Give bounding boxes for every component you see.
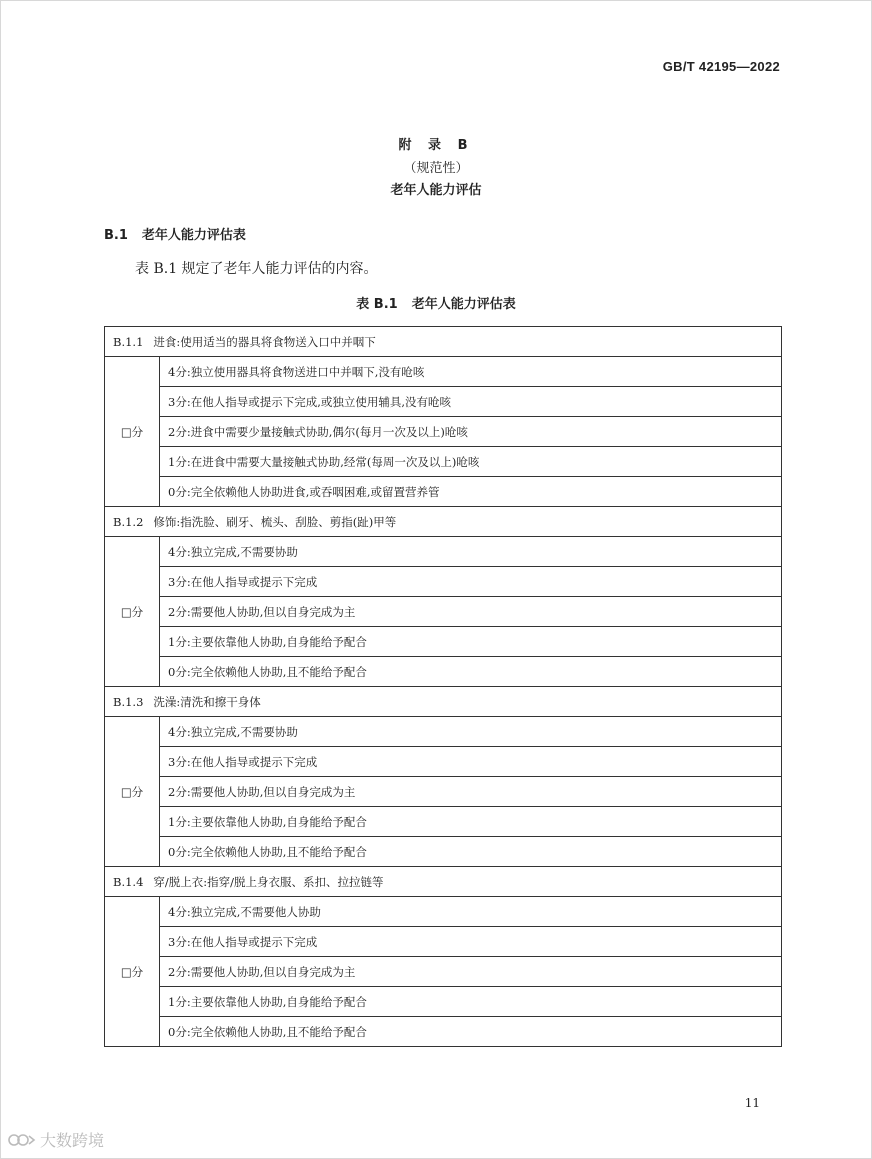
level-option: 0分:完全依赖他人协助,且不能给予配合 [160, 1017, 782, 1047]
item-header [105, 867, 782, 897]
level-row [105, 387, 782, 417]
level-option: 4分:独立完成,不需要协助 [160, 537, 782, 567]
level-row [105, 927, 782, 957]
level-option: 1分:主要依靠他人协助,自身能给予配合 [160, 627, 782, 657]
level-option: 4分:独立使用器具将食物送进口中并咽下,没有呛咳 [160, 357, 782, 387]
assessment-table [104, 326, 782, 1047]
item-header [105, 507, 782, 537]
level-row [105, 417, 782, 447]
section-heading [104, 224, 246, 243]
level-option: 2分:需要他人协助,但以自身完成为主 [160, 777, 782, 807]
level-row [105, 657, 782, 687]
level-row [105, 957, 782, 987]
level-row [105, 567, 782, 597]
item-code: B.1.4 [113, 874, 144, 889]
level-option: 2分:进食中需要少量接触式协助,偶尔(每月一次及以上)呛咳 [160, 417, 782, 447]
level-option: 4分:独立完成,不需要协助 [160, 717, 782, 747]
annex-type: （规范性） [403, 161, 469, 176]
item-title: 修饰:指洗脸、刷牙、梳头、刮脸、剪指(趾)甲等 [153, 514, 397, 529]
section-number: B.1 [104, 228, 128, 243]
level-row [105, 717, 782, 747]
page-number: 11 [744, 1096, 760, 1110]
item-header [105, 327, 782, 357]
item-header-row [105, 507, 782, 537]
score-field[interactable]: □分 [105, 897, 160, 1047]
item-code: B.1.3 [113, 694, 144, 709]
level-option: 4分:独立完成,不需要他人协助 [160, 897, 782, 927]
level-row [105, 1017, 782, 1047]
level-option: 2分:需要他人协助,但以自身完成为主 [160, 957, 782, 987]
level-row [105, 747, 782, 777]
item-code: B.1.1 [113, 334, 144, 349]
annex-title: 附 录 B [398, 138, 474, 153]
item-code: B.1.2 [113, 514, 144, 529]
item-title: 穿/脱上衣:指穿/脱上身衣服、系扣、拉拉链等 [153, 874, 384, 889]
watermark [8, 1128, 104, 1151]
item-header-row [105, 867, 782, 897]
item-title: 进食:使用适当的器具将食物送入口中并咽下 [153, 334, 376, 349]
table-caption-number: 表 B.1 [356, 297, 398, 312]
score-field[interactable]: □分 [105, 717, 160, 867]
table-caption-title: 老年人能力评估表 [411, 297, 516, 312]
level-row [105, 537, 782, 567]
level-option: 0分:完全依赖他人协助进食,或吞咽困难,或留置营养管 [160, 477, 782, 507]
score-field[interactable]: □分 [105, 537, 160, 687]
level-row [105, 777, 782, 807]
level-row [105, 627, 782, 657]
watermark-logo-icon [8, 1131, 36, 1149]
level-option: 3分:在他人指导或提示下完成 [160, 567, 782, 597]
level-option: 0分:完全依赖他人协助,且不能给予配合 [160, 837, 782, 867]
level-option: 1分:主要依靠他人协助,自身能给予配合 [160, 987, 782, 1017]
level-option: 3分:在他人指导或提示下完成,或独立使用辅具,没有呛咳 [160, 387, 782, 417]
item-header-row [105, 327, 782, 357]
level-row [105, 477, 782, 507]
level-option: 2分:需要他人协助,但以自身完成为主 [160, 597, 782, 627]
level-option: 0分:完全依赖他人协助,且不能给予配合 [160, 657, 782, 687]
level-option: 1分:在进食中需要大量接触式协助,经常(每周一次及以上)呛咳 [160, 447, 782, 477]
table-caption [0, 293, 872, 312]
section-intro: 表 B.1 规定了老年人能力评估的内容。 [135, 261, 378, 277]
item-title: 洗澡:清洗和擦干身体 [153, 694, 261, 709]
level-row [105, 447, 782, 477]
level-option: 3分:在他人指导或提示下完成 [160, 747, 782, 777]
watermark-text: 大数跨境 [40, 1131, 105, 1150]
section-title: 老年人能力评估表 [141, 228, 246, 243]
level-row [105, 807, 782, 837]
level-row [105, 897, 782, 927]
standard-number: GB/T 42195—2022 [662, 59, 780, 74]
level-row [105, 987, 782, 1017]
level-row [105, 357, 782, 387]
level-row [105, 837, 782, 867]
annex-name: 老年人能力评估 [390, 183, 482, 198]
level-option: 1分:主要依靠他人协助,自身能给予配合 [160, 807, 782, 837]
level-option: 3分:在他人指导或提示下完成 [160, 927, 782, 957]
item-header [105, 687, 782, 717]
item-header-row [105, 687, 782, 717]
score-field[interactable]: □分 [105, 357, 160, 507]
level-row [105, 597, 782, 627]
